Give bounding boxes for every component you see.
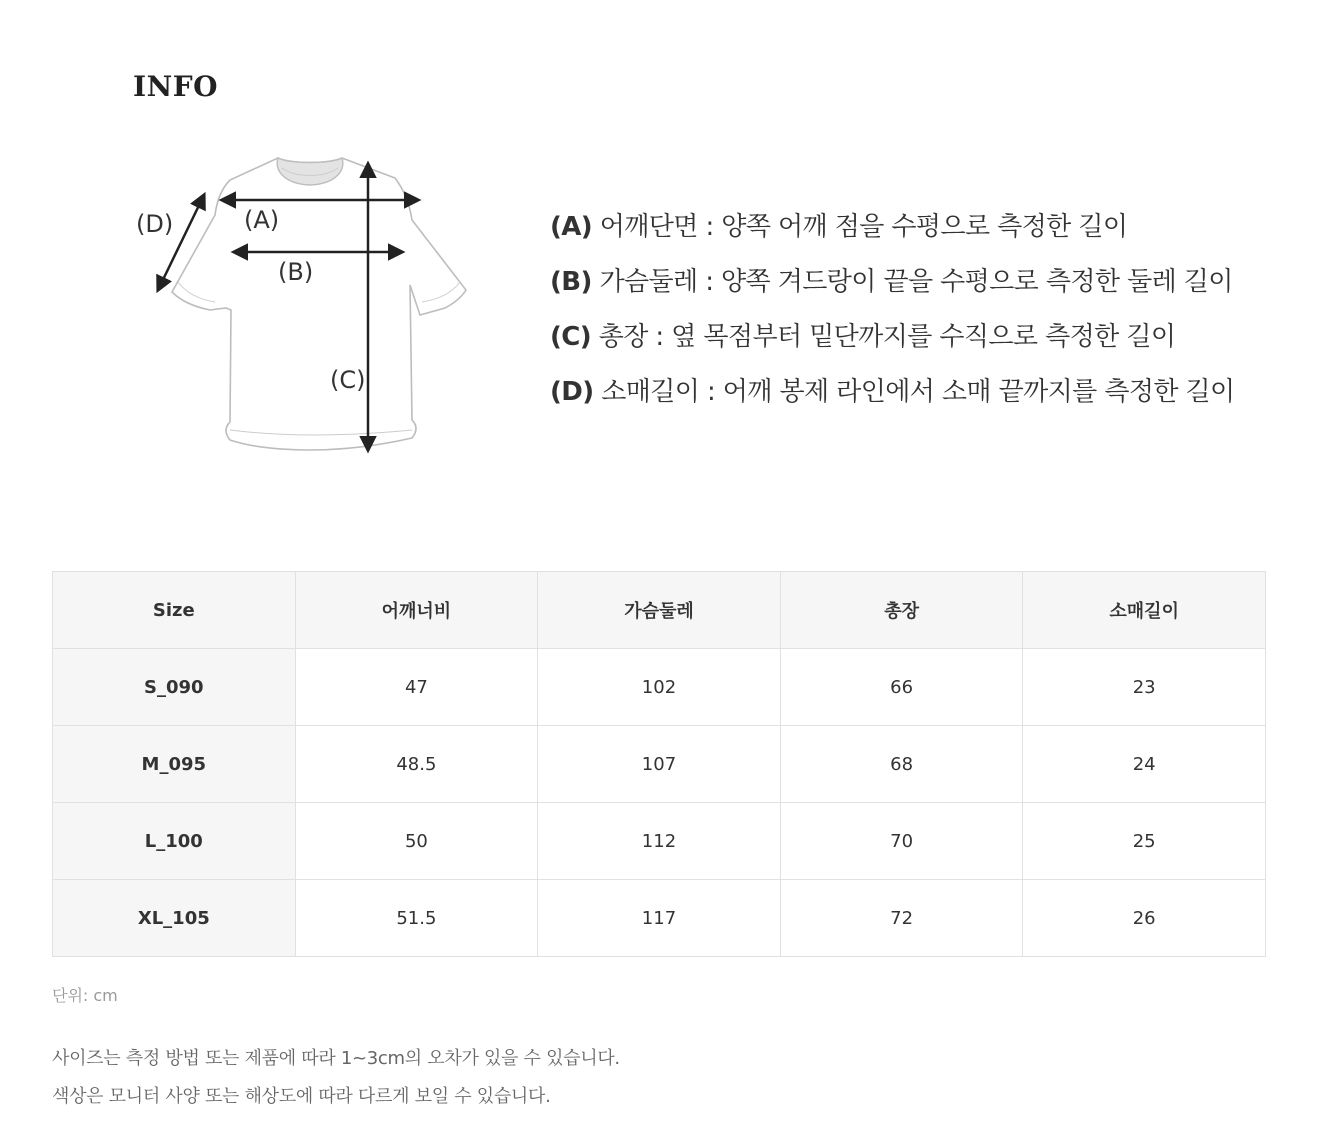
row-size-label: XL_105 [53, 880, 296, 957]
legend-item-d: (D) 소매길이 : 어깨 봉제 라인에서 소매 끝까지를 측정한 길이 [550, 377, 1235, 407]
tshirt-measurement-diagram [130, 150, 475, 460]
cell-sleeve: 25 [1023, 803, 1266, 880]
size-table [52, 571, 1266, 957]
table-row [53, 880, 1266, 957]
table-row [53, 803, 1266, 880]
cell-sleeve: 26 [1023, 880, 1266, 957]
cell-chest: 107 [538, 726, 781, 803]
measurement-legend [550, 200, 1250, 420]
header-size: Size [53, 572, 296, 649]
header-length: 총장 [780, 572, 1023, 649]
note-color-display: 색상은 모니터 사양 또는 해상도에 따라 다르게 보일 수 있습니다. [52, 1086, 551, 1107]
cell-length: 68 [780, 726, 1023, 803]
page-title: INFO [133, 70, 218, 103]
legend-item-c: (C) 총장 : 옆 목점부터 밑단까지를 수직으로 측정한 길이 [550, 322, 1176, 352]
label-b: (B) [278, 258, 314, 286]
header-shoulder: 어깨너비 [295, 572, 538, 649]
label-d: (D) [136, 210, 174, 238]
table-header-row [53, 572, 1266, 649]
cell-shoulder: 51.5 [295, 880, 538, 957]
cell-chest: 117 [538, 880, 781, 957]
note-size-tolerance: 사이즈는 측정 방법 또는 제품에 따라 1~3cm의 오차가 있을 수 있습니다. [52, 1048, 620, 1069]
cell-length: 66 [780, 649, 1023, 726]
legend-item-b: (B) 가슴둘레 : 양쪽 겨드랑이 끝을 수평으로 측정한 둘레 길이 [550, 267, 1233, 297]
table-row [53, 649, 1266, 726]
header-chest: 가슴둘레 [538, 572, 781, 649]
cell-chest: 102 [538, 649, 781, 726]
cell-shoulder: 48.5 [295, 726, 538, 803]
cell-length: 70 [780, 803, 1023, 880]
row-size-label: L_100 [53, 803, 296, 880]
cell-sleeve: 24 [1023, 726, 1266, 803]
unit-note: 단위: cm [52, 986, 118, 1005]
tshirt-outline [172, 158, 466, 450]
label-c: (C) [330, 366, 366, 394]
label-a: (A) [244, 206, 280, 234]
cell-length: 72 [780, 880, 1023, 957]
notes [52, 1040, 620, 1116]
header-sleeve: 소매길이 [1023, 572, 1266, 649]
table-row [53, 726, 1266, 803]
cell-chest: 112 [538, 803, 781, 880]
row-size-label: M_095 [53, 726, 296, 803]
cell-sleeve: 23 [1023, 649, 1266, 726]
cell-shoulder: 50 [295, 803, 538, 880]
row-size-label: S_090 [53, 649, 296, 726]
legend-item-a: (A) 어깨단면 : 양쪽 어깨 점을 수평으로 측정한 길이 [550, 212, 1128, 242]
cell-shoulder: 47 [295, 649, 538, 726]
